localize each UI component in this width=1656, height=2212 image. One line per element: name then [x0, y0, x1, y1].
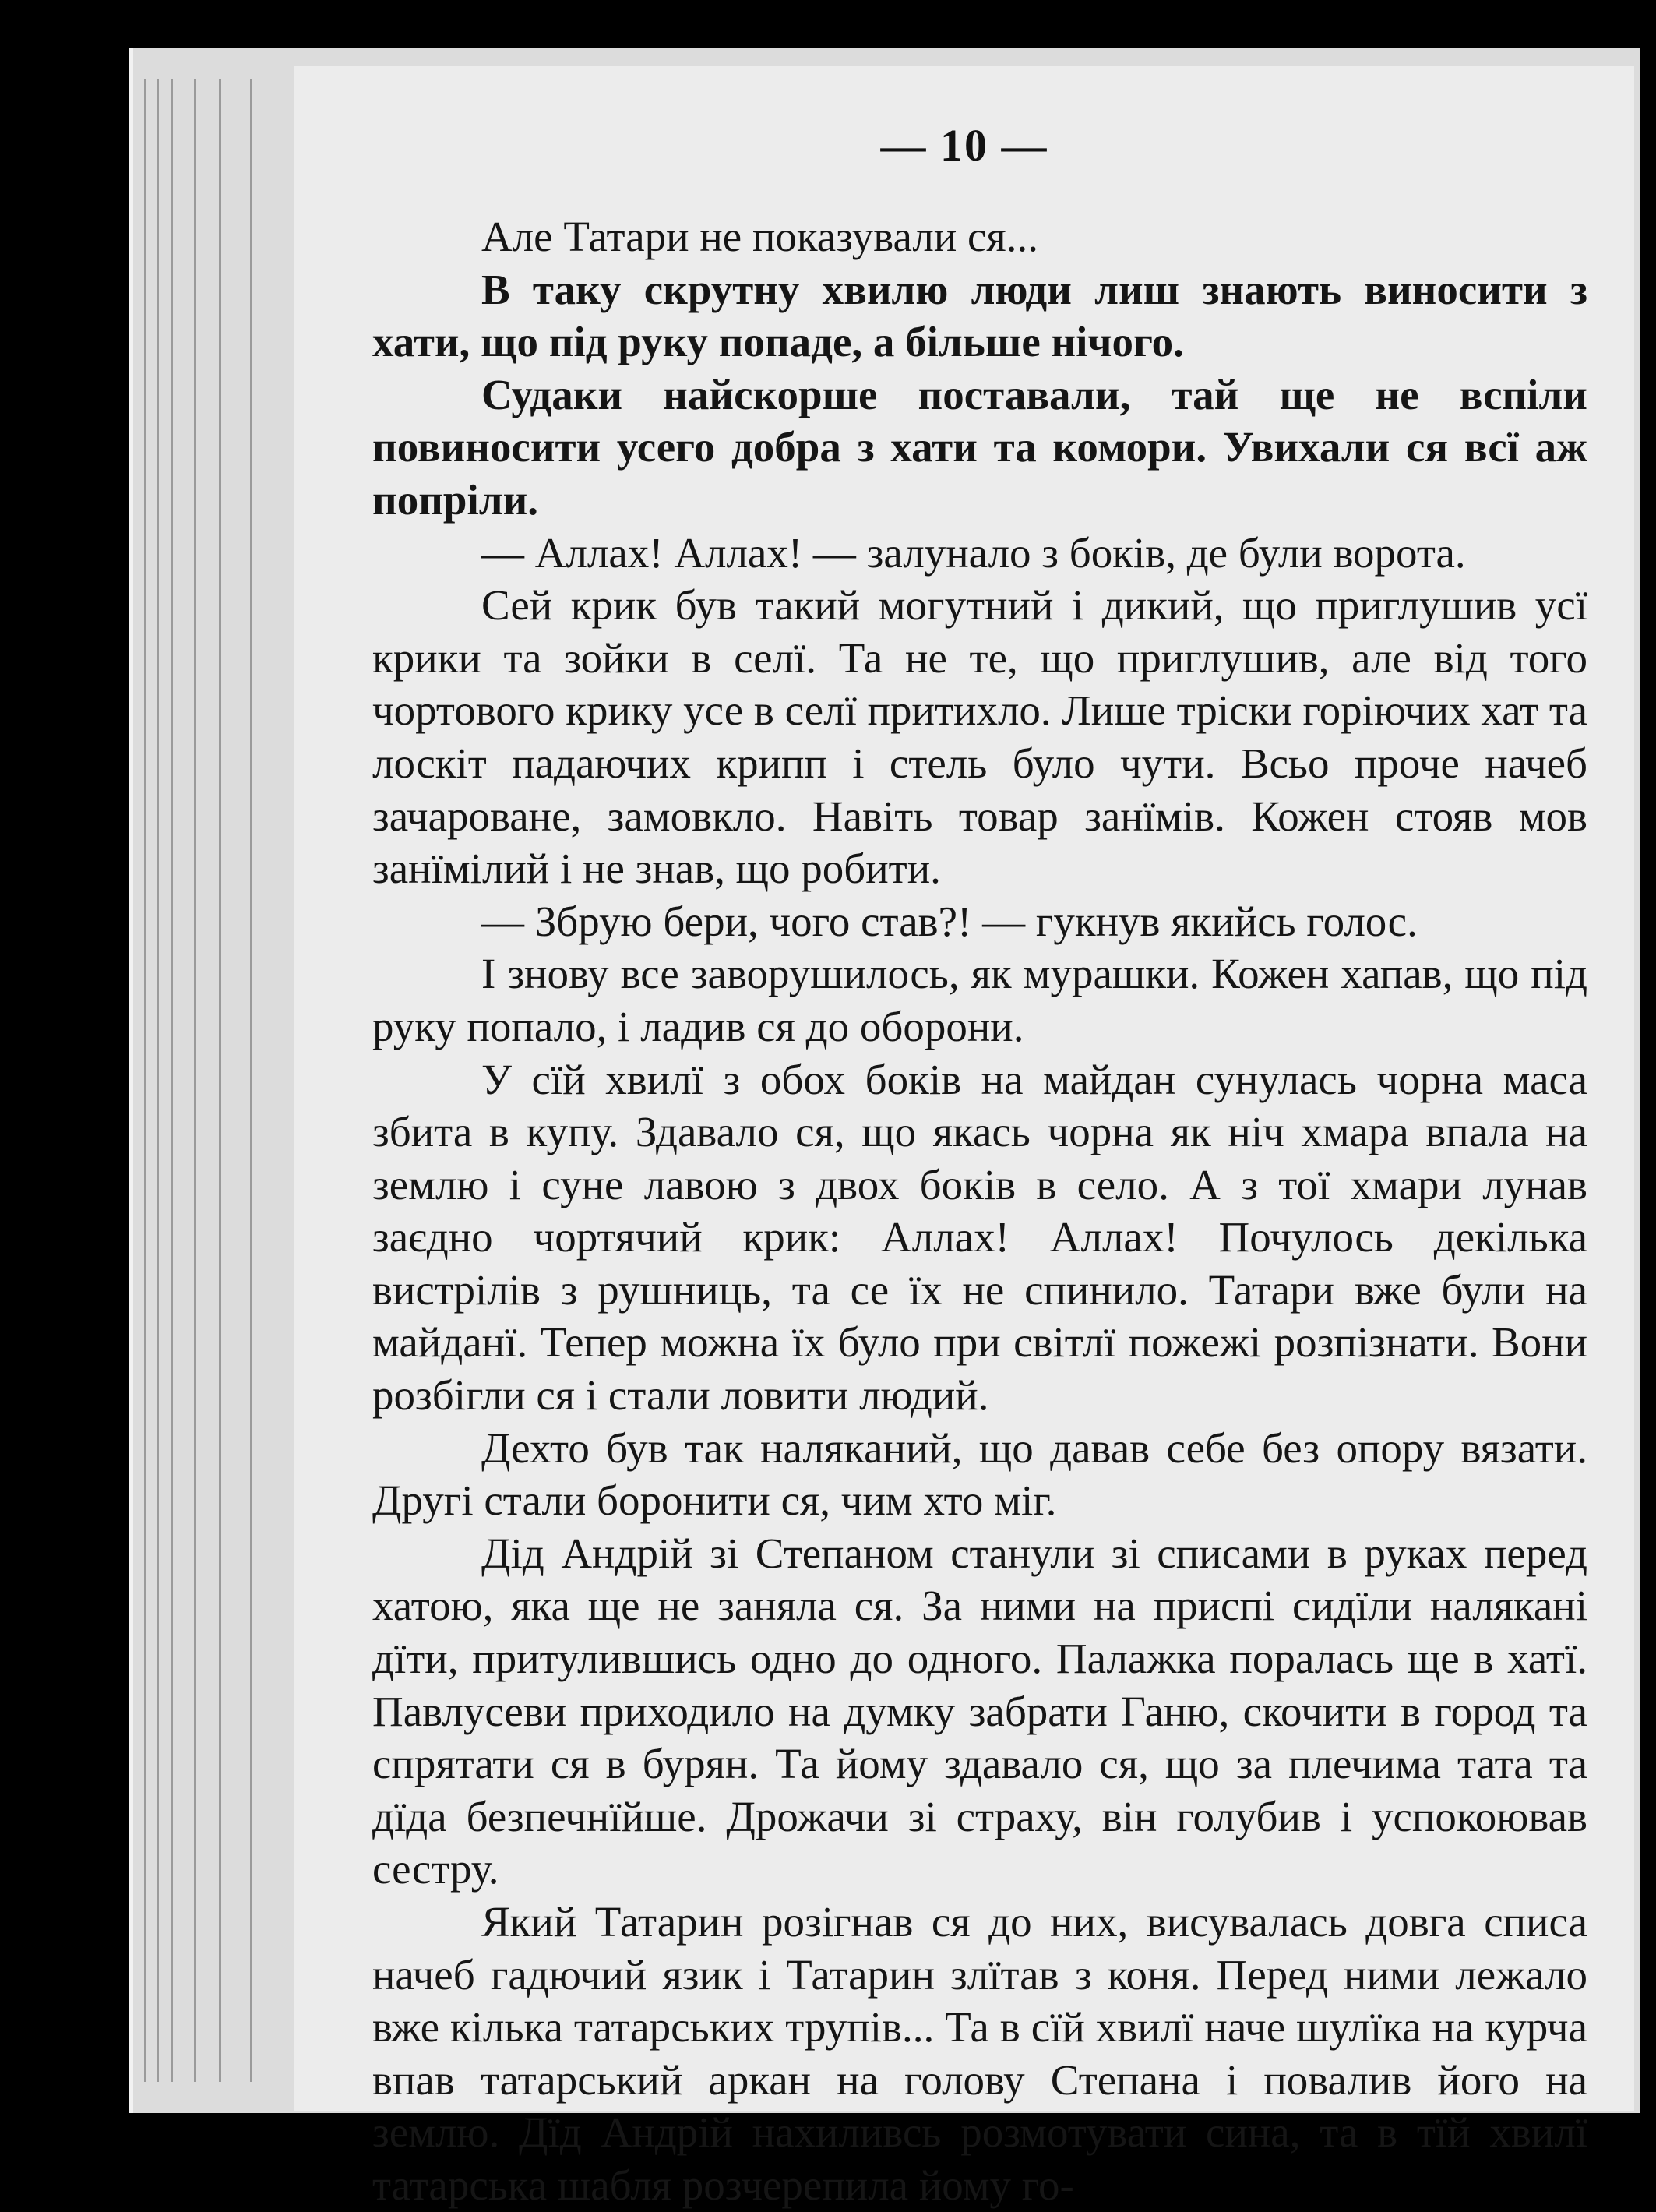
page-body-text — [372, 210, 1587, 2212]
paragraph: В таку скрутну хвилю люди лиш знають виносити з хати, що під руку попаде, а більше нічого. — [372, 265, 1587, 366]
paragraph: І знову все заворушилось, як мурашки. Кожен хапав, що під руку попало, і ладив ся до оборони. — [372, 950, 1587, 1050]
paragraph: — Збрую бери, чого став?! — гукнув якийсь голос. — [481, 897, 1418, 945]
page-edge-line — [171, 79, 173, 2082]
paragraph: Сей крик був такий могутний і дикий, що приглушив усї крики та зойки в селї. Та не те, що приглушив, але від того чортового крику усе в селї притихло. Лише тріски горіючих хат та лоскіт падаючих крипп і стель було чути. Всьо проче начеб зачароване, замовкло. Навіть товар занїмів. Кожен стояв мов занїмілий і не знав, що робити. — [372, 581, 1587, 893]
paragraph: Судаки найскорше поставали, тай ще не вспіли повиносити усего добра з хати та комори. Увихали ся всї аж попріли. — [372, 370, 1587, 524]
page-edge-line — [219, 79, 221, 2082]
page-edge-line — [144, 79, 146, 2082]
paragraph: — Аллах! Аллах! — залунало з боків, де були ворота. — [481, 528, 1466, 577]
page-number: — 10 — — [880, 120, 1048, 171]
page-edge-line — [157, 79, 159, 2082]
paragraph: Дід Андрій зі Степаном станули зі списами в руках перед хатою, яка ще не заняла ся. За ними на приспі сидїли налякані дїти, притулившись одно до одного. Палажка поралась ще в хатї. Павлусеви приходило на думку забрати Ганю, скочити в город та спрятати ся в бурян. Та йому здавало ся, що за плечима тата та дїда безпечнїйше. Дрожачи зі страху, він голубив і успокоював сестру. — [372, 1529, 1587, 1893]
paragraph: Але Татари не показували ся... — [481, 213, 1038, 260]
paragraph: Дехто був так наляканий, що давав себе без опору вязати. Другі стали боронити ся, чим хто міг. — [372, 1424, 1587, 1525]
book-page — [294, 66, 1634, 2209]
paragraph: Який Татарин розігнав ся до них, висувалась довга списа начеб гадючий язик і Татарин злїтав з коня. Перед ними лежало вже кілька татарських трупів... Та в сїй хвилї наче шулїка на курча впав татарський аркан на голову Степана і повалив його на землю. Дїд Андрій нахиливсь розмотувати сина, та в тїй хвилї татарська шабля розчерепила йому го- — [372, 1898, 1587, 2209]
page-edge-line — [194, 79, 196, 2082]
paragraph: У сїй хвилї з обох боків на майдан сунулась чорна маса збита в купу. Здавало ся, що якась чорна як ніч хмара впала на землю і суне лавою з двох боків в село. А з тої хмари лунав заєдно чортячий крик: Аллах! Аллах! Почулось декілька вистрілів з рушниць, та се їх не спинило. Татари вже були на майданї. Тепер можна їх було при світлї пожежі розпізнати. Вони розбігли ся і стали ловити людий. — [372, 1055, 1587, 1420]
page-edge-line — [250, 79, 252, 2082]
